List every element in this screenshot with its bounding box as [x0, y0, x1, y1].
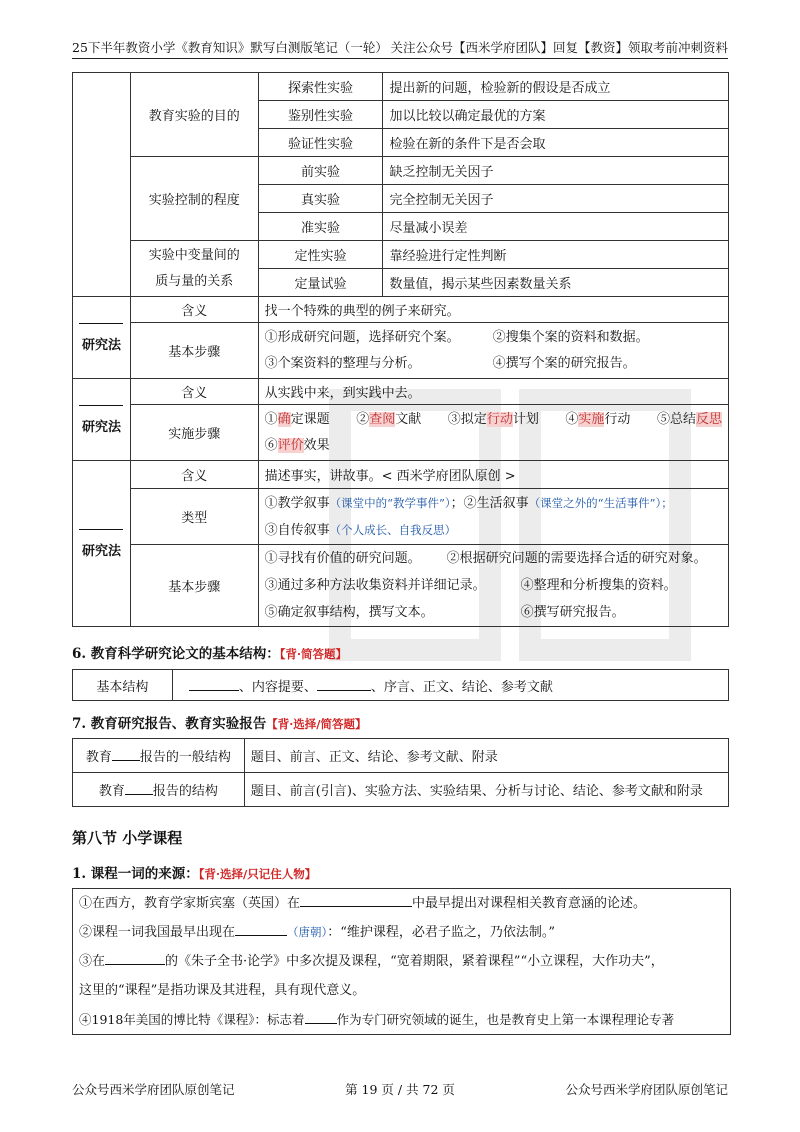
narrative-step: ③通过多种方法收集资料并详细记录。: [264, 578, 486, 593]
experiment-type: 准实验: [258, 213, 383, 241]
case-method-cell: [73, 297, 131, 379]
origin-line-5: ④1918年美国的博比特《课程》：标志着 作为专门研究领域的诞生，也是教育史上第一本课程理论专著: [79, 1012, 675, 1027]
case-step: ④撰写个案的研究报告。: [492, 355, 636, 371]
action-step-3: ③拟定行动计划: [447, 411, 539, 427]
structure-text: 、内容提要、 、序言、正文、结论、参考文献: [172, 670, 728, 701]
narrative-step: ⑤确定叙事结构，撰写文本。: [264, 605, 434, 620]
action-step-6: ⑥评价效果: [264, 437, 330, 453]
experiment-desc: 数量值，揭示某些因素数量关系: [383, 269, 729, 297]
action-steps-label: 实施步骤: [130, 405, 258, 461]
case-step: ②搜集个案的资料和数据。: [492, 329, 649, 345]
narrative-step: ④整理和分析搜集的资料。: [520, 578, 677, 593]
narrative-type: ；②生活叙事: [450, 495, 529, 511]
section-7-title: 7. 教育研究报告、教育实验报告: [72, 716, 267, 732]
report-structure-table: [72, 738, 729, 807]
section-7-tag: 【背·选择/简答题】: [266, 717, 367, 731]
header-right-text: 关注公众号【西米学府团队】回复【教资】领取考前冲刺资料: [390, 40, 728, 55]
fill-blank-line: [105, 964, 165, 965]
narrative-type: ①教学叙事: [264, 495, 330, 511]
case-step: ①形成研究问题，选择研究个案。: [264, 329, 460, 345]
report-text: 题目、前言(引言)、实验方法、实验结果、分析与讨论、结论、参考文献和附录: [244, 773, 728, 807]
case-method-label: 研究法: [81, 337, 121, 353]
section-6-title: 6. 教育科学研究论文的基本结构：: [72, 646, 280, 662]
experiment-desc: 提出新的问题，检验新的假设是否成立: [383, 73, 729, 101]
section-1-heading: [72, 862, 316, 882]
research-methods-table: [72, 72, 729, 627]
purpose-label: 教育实验的目的: [130, 73, 258, 157]
experiment-desc: 尽量减小误差: [383, 213, 729, 241]
fill-blank-line: [317, 690, 371, 691]
fill-blank-line: [189, 690, 239, 691]
section-1-title: 1. 课程一词的来源：: [72, 866, 199, 882]
fill-blank-line: [125, 794, 153, 795]
narrative-types: [258, 489, 728, 545]
section-1-tag: 【背·选择/只记住人物】: [198, 867, 317, 881]
action-step-2: ②查阅文献: [356, 411, 422, 427]
experiment-desc: 靠经验进行定性判断: [383, 241, 729, 269]
narrative-method-label: 研究法: [81, 543, 121, 559]
variable-label-line-1: 实验中变量间的: [148, 247, 240, 263]
experiment-type: 前实验: [258, 157, 383, 185]
narrative-method-cell: [73, 461, 131, 627]
paper-structure-table: [72, 669, 729, 701]
origin-line-1: ①在西方，教育学家斯宾塞（英国）在 中最早提出对课程相关教育意涵的论述。: [79, 896, 647, 911]
narrative-steps-label: 基本步骤: [130, 545, 258, 627]
experiment-desc: 完全控制无关因子: [383, 185, 729, 213]
footer-left: 公众号西米学府团队原创笔记: [72, 1082, 235, 1097]
fill-blank-line: [112, 760, 140, 761]
fill-blank-line: [79, 323, 123, 324]
curriculum-origin-box: [72, 888, 731, 1035]
fill-blank-line: [79, 405, 123, 406]
section-7-heading: [72, 712, 367, 732]
experiment-type: 鉴别性实验: [258, 101, 383, 129]
action-step-5: ⑤总结反思: [656, 411, 722, 427]
experiment-type: 定性实验: [258, 241, 383, 269]
experiment-desc: 缺乏控制无关因子: [383, 157, 729, 185]
section-6-tag: 【背·简答题】: [279, 647, 348, 661]
narrative-type-note: （个人成长、自我反思）: [329, 522, 457, 537]
report-text: 题目、前言、正文、结论、参考文献、附录: [244, 739, 728, 773]
experiment-type: 真实验: [258, 185, 383, 213]
page-number: 第 19 页 / 共 72 页: [345, 1082, 455, 1097]
action-steps: [258, 405, 728, 461]
action-def-text: 从实践中来，到实践中去。: [258, 379, 728, 405]
report-label: 教育 报告的结构: [73, 773, 245, 807]
header-left-text: 25下半年教资小学《教育知识》默写白测版笔记（一轮）: [72, 40, 388, 55]
case-steps: [258, 323, 728, 379]
action-def-label: 含义: [130, 379, 258, 405]
fill-blank-line: [235, 935, 287, 936]
footer-right: 公众号西米学府团队原创笔记: [565, 1082, 728, 1097]
experiment-type: 定量试验: [258, 269, 383, 297]
case-steps-label: 基本步骤: [130, 323, 258, 379]
narrative-step: ①寻找有价值的研究问题。: [264, 551, 421, 566]
case-def-label: 含义: [130, 297, 258, 323]
action-step-4: ④实施行动: [565, 411, 631, 427]
narrative-def-label: 含义: [130, 461, 258, 489]
fill-blank-line: [79, 529, 123, 530]
experiment-type: 探索性实验: [258, 73, 383, 101]
narrative-step: ②根据研究问题的需要选择合适的研究对象。: [446, 551, 707, 566]
narrative-type-note: （课堂之外的“生活事件”）；: [528, 495, 673, 510]
structure-label: 基本结构: [73, 670, 173, 701]
variable-label: [130, 241, 258, 297]
report-label: 教育 报告的一般结构: [73, 739, 245, 773]
blank-cell: [73, 73, 131, 297]
narrative-type-note: （课堂中的“教学事件”）: [329, 495, 451, 510]
narrative-type-label: 类型: [130, 489, 258, 545]
narrative-type: ③自传叙事: [264, 522, 330, 538]
variable-label-line-2: 质与量的关系: [155, 273, 234, 289]
section-6-heading: [72, 642, 347, 662]
action-method-label: 研究法: [81, 419, 121, 435]
narrative-def-text: 描述事实，讲故事。< 西米学府团队原创 >: [258, 461, 728, 489]
case-step: ③个案资料的整理与分析。: [264, 355, 421, 371]
origin-line-4: 这里的“课程”是指功课及其进程，具有现代意义。: [79, 983, 366, 998]
origin-line-3: ③在 的《朱子全书·论学》中多次提及课程，“宽着期限，紧着课程”“小立课程，大作功夫”，: [79, 954, 664, 969]
fill-blank-line: [305, 1023, 337, 1024]
action-step-1: ①确定课题: [264, 411, 330, 427]
experiment-type: 验证性实验: [258, 129, 383, 157]
chapter-title: 第八节 小学课程: [72, 829, 183, 847]
page-footer: [72, 1080, 728, 1098]
experiment-desc: 检验在新的条件下是否会取: [383, 129, 729, 157]
narrative-steps: [258, 545, 728, 627]
case-def-text: 找一个特殊的典型的例子来研究。: [258, 297, 728, 323]
narrative-step: ⑥撰写研究报告。: [520, 605, 625, 620]
fill-blank-line: [300, 906, 412, 907]
action-method-cell: [73, 379, 131, 461]
page-header: [72, 36, 728, 59]
control-label: 实验控制的程度: [130, 157, 258, 241]
experiment-desc: 加以比较以确定最优的方案: [383, 101, 729, 129]
origin-line-2: ②课程一词我国最早出现在 （唐朝）：“维护课程，必君子监之，乃依法制。”: [79, 925, 556, 940]
